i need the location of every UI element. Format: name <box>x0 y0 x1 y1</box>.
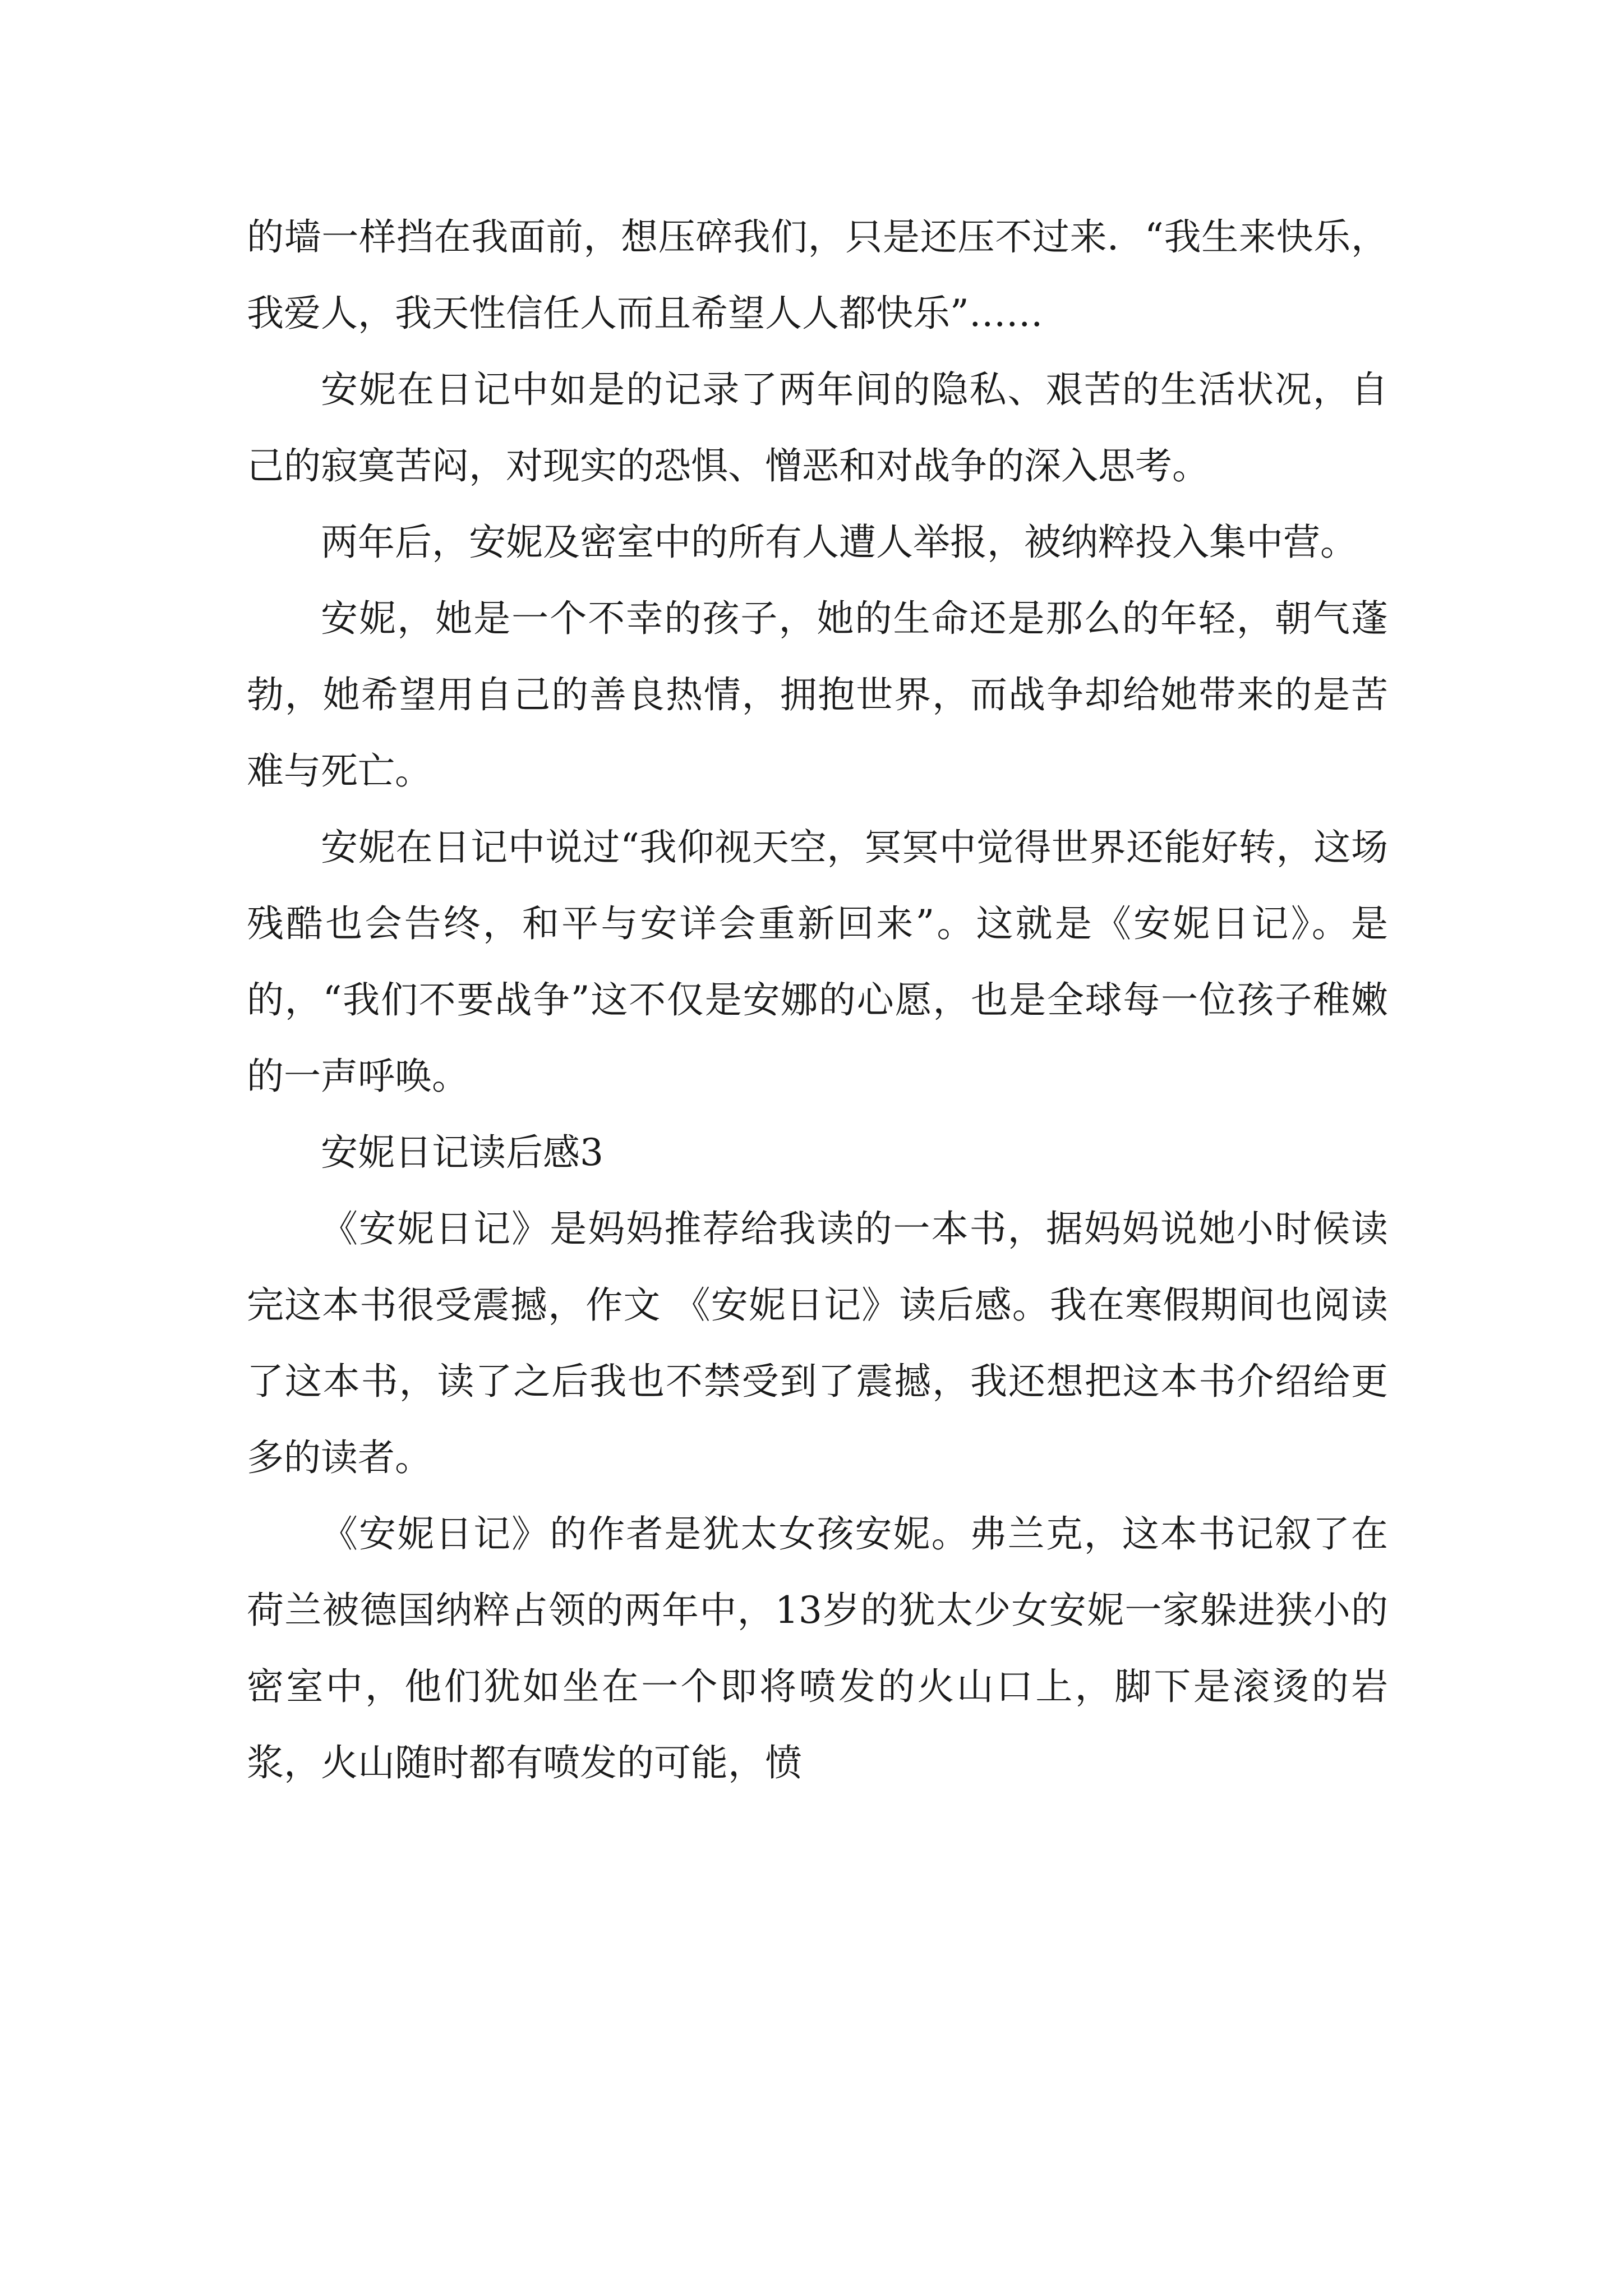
section-heading: 安妮日记读后感3 <box>321 1131 603 1174</box>
paragraph-4: 安妮，她是一个不幸的孩子，她的生命还是那么的年轻，朝气蓬勃，她希望用自己的善良热情，拥抱世界，而战争却给她带来的是苦难与死亡。 <box>247 597 1388 793</box>
paragraph-5: 安妮在日记中说过“我仰视天空，冥冥中觉得世界还能好转，这场残酷也会告终，和平与安详会重新回来”。这就是《安妮日记》。是的，“我们不要战争”这不仅是安娜的心愿，也是全球每一位孩子稚嫩的一声呼唤。 <box>247 826 1388 1098</box>
paragraph-7: 《安妮日记》的作者是犹太女孩安妮。弗兰克，这本书记叙了在荷兰被德国纳粹占领的两年中，13岁的犹太少女安妮一家躲进狭小的密室中，他们犹如坐在一个即将喷发的火山口上，脚下是滚烫的岩浆，火山随时都有喷发的可能，愤 <box>247 1512 1388 1784</box>
paragraph-2: 安妮在日记中如是的记录了两年间的隐私、艰苦的生活状况，自己的寂寞苦闷，对现实的恐惧、憎恶和对战争的深入思考。 <box>247 368 1388 487</box>
paragraph-1: 的墙一样挡在我面前，想压碎我们，只是还压不过来．“我生来快乐，我爱人，我天性信任人而且希望人人都快乐”…… <box>247 215 1388 335</box>
paragraph-6: 《安妮日记》是妈妈推荐给我读的一本书，据妈妈说她小时候读完这本书很受震撼，作文 《安妮日记》读后感。我在寒假期间也阅读了这本书，读了之后我也不禁受到了震撼，我还想把这本书介绍给更多的读者。 <box>247 1207 1388 1479</box>
document-page <box>247 199 1388 1801</box>
paragraph-3: 两年后，安妮及密室中的所有人遭人举报，被纳粹投入集中营。 <box>321 521 1357 564</box>
